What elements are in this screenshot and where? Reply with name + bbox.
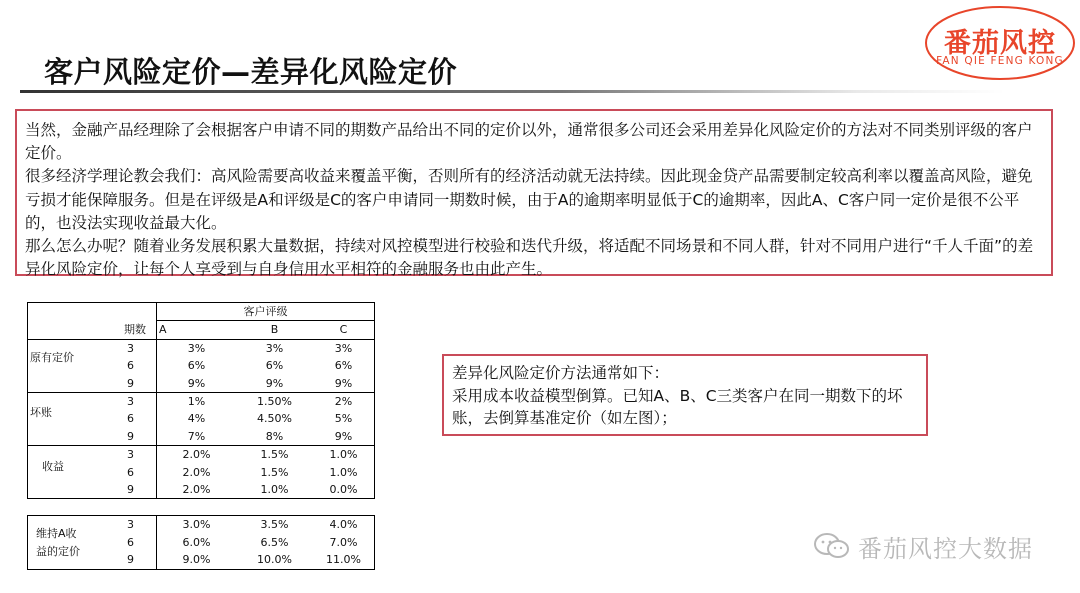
customer-rating-header: 客户评级	[157, 303, 375, 321]
pricing-table	[27, 302, 375, 570]
watermark-text: 番茄风控大数据	[858, 534, 1033, 563]
watermark	[812, 528, 1033, 564]
rate-cell-c: 3%	[313, 339, 375, 357]
method-line-2: 采用成本收益模型倒算。已知A、B、C三类客户在同一期数下的坏账，去倒算基准定价（如左图）；	[452, 386, 903, 427]
rate-cell-c: 6%	[313, 357, 375, 374]
rate-cell-b: 1.0%	[236, 481, 313, 499]
intro-paragraph-2: 很多经济学理论教会我们：高风险需要高收益来覆盖平衡，否则所有的经济活动就无法持续。因此现金贷产品需要制定较高利率以覆盖高风险，避免亏损才能保障服务。但是在评级是A和评级是C的客户申请同一期数时候，由于A的逾期率明显低于C的逾期率，因此A、C客户同一定价是很不公平的，也没法实现收益最大化。	[25, 167, 1033, 232]
rate-cell-c: 9%	[313, 428, 375, 446]
period-value: 6	[127, 465, 134, 479]
rate-cell-a: 1%	[187, 395, 206, 409]
table-spacer-row	[28, 499, 375, 516]
rate-cell-a: 7%	[157, 428, 237, 446]
rate-cell-a: 2.0%	[182, 448, 211, 462]
method-text-box	[442, 354, 928, 436]
table-row	[28, 481, 375, 499]
intro-paragraph-1: 当然，金融产品经理除了会根据客户申请不同的期数产品给出不同的定价以外，通常很多公司还会采用差异化风险定价的方法对不同类别评级的客户定价。	[25, 121, 1033, 163]
rate-cell-b: 3.5%	[236, 516, 313, 534]
period-value: 3	[127, 518, 134, 532]
rate-cell-b: 1.5%	[260, 448, 289, 462]
table-row	[28, 339, 375, 357]
rate-cell-b: 8%	[236, 428, 313, 446]
period-header: 期数	[28, 321, 157, 339]
period-value: 9	[127, 553, 134, 567]
rate-cell-a: 6.0%	[182, 535, 211, 549]
rate-cell-a: 2.0%	[157, 481, 237, 499]
rate-cell-b: 10.0%	[236, 551, 313, 569]
brand-logo	[922, 4, 1078, 82]
title-underline	[20, 90, 1005, 93]
section-label-line-2: 益的定价	[36, 544, 80, 558]
rate-cell-a: 6%	[187, 359, 206, 373]
rate-cell-c: 9%	[313, 375, 375, 393]
table-row	[28, 428, 375, 446]
rate-cell-a: 9.0%	[157, 551, 237, 569]
rate-cell-c: 2%	[313, 393, 375, 411]
rate-cell-b: 3%	[265, 341, 284, 355]
page-title: 客户风险定价—差异化风险定价	[44, 55, 458, 89]
grade-c-header: C	[313, 321, 375, 339]
intro-text-box	[15, 109, 1053, 279]
section-label: 收益	[42, 459, 64, 473]
grade-a-header: A	[157, 321, 237, 339]
table-corner-cell	[28, 303, 157, 321]
period-value: 6	[127, 535, 134, 549]
rate-cell-a: 3%	[187, 341, 206, 355]
period-value: 9	[127, 429, 134, 443]
rate-cell-b: 9%	[236, 375, 313, 393]
rate-cell-a: 9%	[157, 375, 237, 393]
section-label: 原有定价	[30, 351, 74, 365]
rate-cell-b: 1.50%	[257, 395, 292, 409]
period-value: 3	[127, 448, 134, 462]
rate-cell-c: 0.0%	[313, 481, 375, 499]
table-row	[28, 393, 375, 411]
table-row	[28, 375, 375, 393]
row-header-cell	[28, 351, 157, 374]
wechat-icon	[812, 531, 852, 561]
row-header-cell	[28, 534, 157, 558]
period-value: 9	[127, 376, 134, 390]
rate-cell-a: 2.0%	[182, 465, 211, 479]
row-header-cell	[28, 406, 157, 427]
row-header-cell	[28, 459, 157, 481]
rate-cell-c: 1.0%	[313, 464, 375, 481]
table-row	[28, 357, 375, 374]
section-label: 坏账	[30, 406, 52, 420]
period-value: 9	[127, 483, 134, 497]
section-label-line-1: 维持A收	[36, 527, 77, 541]
row-header-cell	[28, 516, 157, 541]
table-row	[28, 551, 375, 569]
row-header-cell	[28, 551, 157, 569]
rate-cell-c: 11.0%	[313, 551, 375, 569]
rate-cell-b: 6%	[265, 359, 284, 373]
rate-cell-a: 4%	[187, 412, 206, 426]
table-row	[28, 464, 375, 481]
period-value: 6	[127, 412, 134, 426]
logo-text-cn: 番茄风控	[944, 28, 1056, 59]
row-header-cell	[28, 428, 157, 446]
table-row	[28, 534, 375, 551]
table-row	[28, 446, 375, 464]
rate-cell-b: 1.5%	[260, 465, 289, 479]
rate-cell-a: 3.0%	[157, 516, 237, 534]
rate-cell-c: 5%	[313, 410, 375, 427]
rate-cell-c: 7.0%	[313, 534, 375, 551]
rate-cell-b: 4.50%	[257, 412, 292, 426]
rate-cell-b: 6.5%	[260, 535, 289, 549]
row-header-cell	[28, 481, 157, 499]
method-line-1: 差异化风险定价方法通常如下：	[452, 364, 670, 382]
rate-cell-c: 4.0%	[313, 516, 375, 534]
table-spacer-cell	[28, 499, 375, 516]
row-header-cell	[28, 375, 157, 393]
period-value: 3	[127, 341, 134, 355]
rate-cell-c: 1.0%	[313, 446, 375, 464]
table-row	[28, 516, 375, 534]
logo-text-en: FAN QIE FENG KONG	[936, 55, 1064, 67]
table-row	[28, 410, 375, 427]
period-value: 6	[127, 359, 134, 373]
grade-b-header: B	[236, 321, 313, 339]
period-value: 3	[127, 395, 134, 409]
intro-paragraph-3: 那么怎么办呢？随着业务发展积累大量数据，持续对风控模型进行校验和迭代升级，将适配不同场景和不同人群，针对不同用户进行“千人千面”的差异化风险定价，让每个人享受到与自身信用水平相符的金融服务也由此产生。	[25, 237, 1034, 279]
